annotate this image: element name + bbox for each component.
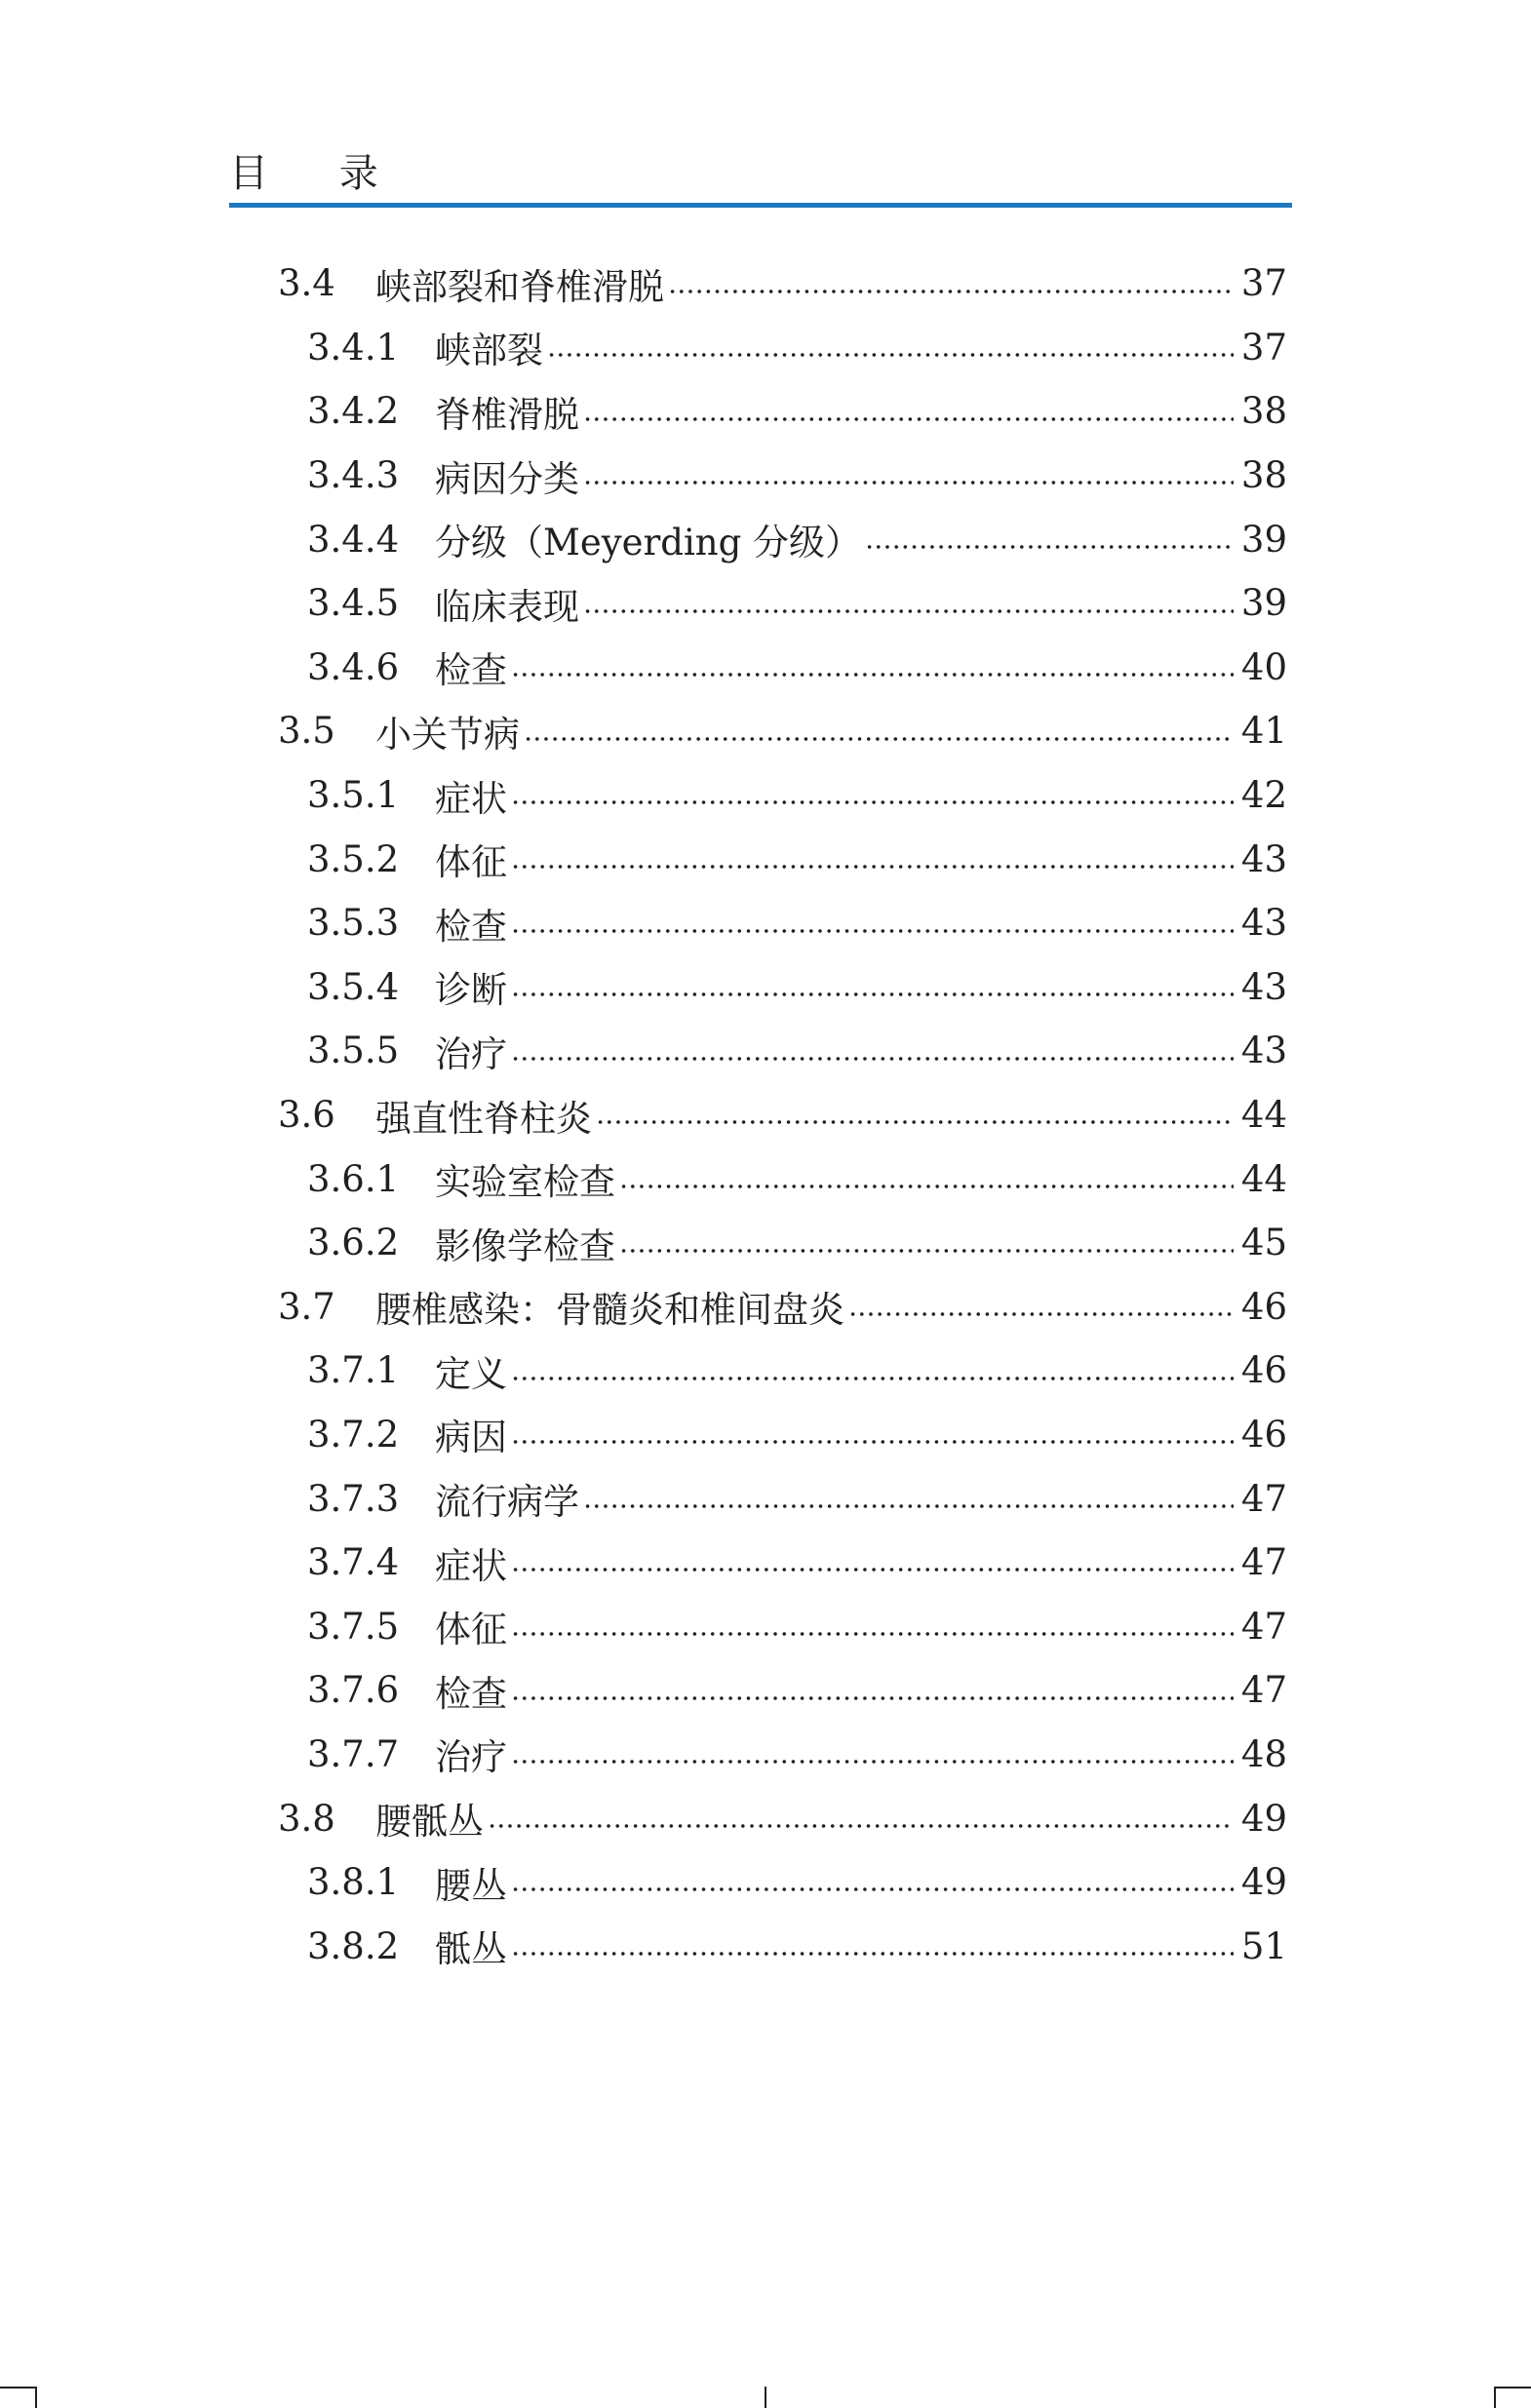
toc-entry-page: 39 [1240, 582, 1287, 625]
page-header [229, 146, 1292, 213]
dot-leader [511, 1949, 1234, 1959]
toc-entry-page: 49 [1240, 1797, 1287, 1840]
crop-mark-bottom-left-vertical [35, 2387, 37, 2408]
toc-entry[interactable] [0, 699, 1531, 763]
toc-entry[interactable] [0, 1146, 1531, 1211]
toc-entry-number: 3.8.1 [307, 1861, 400, 1904]
toc-entry-page: 43 [1240, 902, 1287, 945]
dot-leader [511, 670, 1234, 680]
toc-entry-title: 体征 [435, 841, 507, 884]
toc-entry[interactable] [0, 1275, 1531, 1340]
toc-entry-title: 腰骶丛 [375, 1801, 484, 1844]
dot-leader [596, 1117, 1234, 1127]
toc-entry[interactable] [0, 1658, 1531, 1723]
toc-entry[interactable] [0, 1594, 1531, 1658]
toc-entry-number: 3.7 [278, 1285, 335, 1328]
toc-entry-title: 症状 [435, 1544, 507, 1587]
toc-entry-title: 临床表现 [435, 585, 579, 628]
toc-entry-page: 39 [1240, 518, 1287, 561]
toc-entry-page: 46 [1240, 1285, 1287, 1328]
toc-entry-number: 3.4.6 [307, 645, 400, 688]
dot-leader [511, 990, 1234, 999]
toc-entry-title: 强直性脊柱炎 [375, 1097, 592, 1140]
toc-entry-title: 定义 [435, 1352, 507, 1395]
toc-entry-title: 检查 [435, 649, 507, 692]
toc-entry[interactable] [0, 1403, 1531, 1467]
toc-entry-number: 3.6.1 [307, 1157, 400, 1200]
toc-entry-page: 49 [1240, 1861, 1287, 1904]
toc-entry-number: 3.8 [278, 1797, 335, 1840]
toc-entry-number: 3.8.2 [307, 1924, 400, 1967]
crop-mark-bottom-right-vertical [1494, 2387, 1496, 2408]
toc-entry[interactable] [0, 955, 1531, 1020]
dot-leader [511, 1884, 1234, 1894]
dot-leader [511, 797, 1234, 807]
toc-entry-number: 3.4 [278, 262, 335, 305]
toc-entry-title: 流行病学 [435, 1481, 579, 1524]
dot-leader [583, 1501, 1234, 1511]
toc-entry-number: 3.7.4 [307, 1541, 400, 1584]
toc-entry-page: 47 [1240, 1541, 1287, 1584]
toc-entry-page: 46 [1240, 1349, 1287, 1392]
toc-entry[interactable] [0, 1914, 1531, 1978]
toc-entry[interactable] [0, 379, 1531, 444]
toc-entry-page: 43 [1240, 965, 1287, 1008]
toc-entry-title: 骶丛 [435, 1928, 507, 1971]
toc-entry[interactable] [0, 1531, 1531, 1595]
dot-leader [488, 1821, 1234, 1831]
toc-entry-page: 44 [1240, 1094, 1287, 1137]
dot-leader [524, 734, 1234, 744]
dot-leader [547, 350, 1234, 360]
dot-leader [511, 1437, 1234, 1447]
toc-entry-title: 治疗 [435, 1032, 507, 1075]
toc-entry[interactable] [0, 1083, 1531, 1147]
toc-entry-number: 3.6.2 [307, 1222, 400, 1264]
toc-entry-page: 51 [1240, 1924, 1287, 1967]
toc-entry-number: 3.7.2 [307, 1413, 400, 1456]
toc-entry-page: 44 [1240, 1157, 1287, 1200]
toc-entry-title: 治疗 [435, 1736, 507, 1779]
toc-entry-page: 43 [1240, 837, 1287, 880]
toc-entry[interactable] [0, 1723, 1531, 1787]
toc-entry-number: 3.5.2 [307, 837, 400, 880]
toc-entry-title: 病因分类 [435, 457, 579, 500]
toc-entry[interactable] [0, 1786, 1531, 1850]
toc-entry[interactable] [0, 1850, 1531, 1915]
toc-entry-page: 43 [1240, 1029, 1287, 1072]
toc-entry-title: 腰椎感染：骨髓炎和椎间盘炎 [375, 1289, 844, 1332]
dot-leader [511, 926, 1234, 936]
dot-leader [511, 862, 1234, 872]
toc-entry[interactable] [0, 1339, 1531, 1403]
toc-entry-page: 47 [1240, 1669, 1287, 1712]
toc-entry-title: 脊椎滑脱 [435, 393, 579, 436]
toc-entry-number: 3.6 [278, 1094, 335, 1137]
dot-leader [583, 478, 1234, 487]
dot-leader [619, 1182, 1234, 1191]
toc-entry-number: 3.4.5 [307, 582, 400, 625]
toc-entry[interactable] [0, 444, 1531, 508]
toc-entry[interactable] [0, 1019, 1531, 1083]
toc-entry-number: 3.7.1 [307, 1349, 400, 1392]
toc-entry-page: 47 [1240, 1605, 1287, 1648]
toc-entry-number: 3.4.2 [307, 390, 400, 433]
dot-leader [511, 1374, 1234, 1383]
toc-entry-title: 分级（Meyerding 分级） [435, 522, 862, 564]
toc-entry-number: 3.4.1 [307, 326, 400, 369]
toc-entry-page: 47 [1240, 1477, 1287, 1520]
toc-entry-number: 3.5.4 [307, 965, 400, 1008]
toc-entry-page: 45 [1240, 1222, 1287, 1264]
toc-entry-number: 3.5.5 [307, 1029, 400, 1072]
toc-entry-page: 48 [1240, 1732, 1287, 1775]
toc-entry-page: 41 [1240, 710, 1287, 753]
dot-leader [511, 1054, 1234, 1064]
toc-entry-title: 检查 [435, 905, 507, 948]
toc-entry[interactable] [0, 891, 1531, 955]
toc-entry-page: 46 [1240, 1413, 1287, 1456]
header-rule [229, 203, 1292, 208]
dot-leader [865, 542, 1234, 552]
dot-leader [511, 1629, 1234, 1639]
toc-entry-number: 3.7.6 [307, 1669, 400, 1712]
dot-leader [583, 606, 1234, 616]
toc-entry-number: 3.7.7 [307, 1732, 400, 1775]
page-title: 目 录 [229, 151, 408, 196]
toc-entry-title: 体征 [435, 1609, 507, 1651]
dot-leader [511, 1757, 1234, 1767]
toc-entry-page: 42 [1240, 774, 1287, 817]
toc-entry-number: 3.7.3 [307, 1477, 400, 1520]
toc-entry[interactable] [0, 252, 1531, 316]
toc-entry-page: 37 [1240, 262, 1287, 305]
crop-mark-bottom-left [0, 2387, 37, 2389]
toc-entry-number: 3.5 [278, 710, 335, 753]
toc-entry-title: 症状 [435, 777, 507, 820]
toc-entry-title: 影像学检查 [435, 1224, 615, 1267]
dot-leader [511, 1565, 1234, 1574]
toc-entry[interactable] [0, 507, 1531, 571]
dot-leader [848, 1309, 1234, 1319]
toc-entry-page: 40 [1240, 645, 1287, 688]
crop-mark-bottom-center [765, 2387, 766, 2408]
toc-entry[interactable] [0, 571, 1531, 636]
toc-entry-page: 38 [1240, 390, 1287, 433]
toc-entry-number: 3.5.1 [307, 774, 400, 817]
toc-entry-title: 峡部裂和脊椎滑脱 [375, 265, 664, 308]
dot-leader [619, 1246, 1234, 1256]
crop-mark-bottom-right [1494, 2387, 1531, 2389]
toc-entry[interactable] [0, 1211, 1531, 1275]
toc-entry-number: 3.7.5 [307, 1605, 400, 1648]
toc-entry[interactable] [0, 763, 1531, 828]
toc-entry-title: 检查 [435, 1672, 507, 1715]
toc-entry-title: 实验室检查 [435, 1161, 615, 1204]
toc-entry-page: 37 [1240, 326, 1287, 369]
toc-entry-title: 腰丛 [435, 1864, 507, 1907]
dot-leader [668, 287, 1234, 296]
toc-entry-title: 诊断 [435, 969, 507, 1012]
toc-entry-title: 小关节病 [375, 713, 520, 756]
toc-entry-title: 峡部裂 [435, 330, 543, 372]
toc-entry-number: 3.4.3 [307, 454, 400, 497]
toc-entry-number: 3.4.4 [307, 518, 400, 561]
dot-leader [511, 1693, 1234, 1703]
dot-leader [583, 414, 1234, 424]
toc-entry[interactable] [0, 636, 1531, 700]
toc-entry-page: 38 [1240, 454, 1287, 497]
toc-entry[interactable] [0, 827, 1531, 891]
toc-entry-title: 病因 [435, 1417, 507, 1459]
toc-entry-number: 3.5.3 [307, 902, 400, 945]
toc-entry[interactable] [0, 1466, 1531, 1531]
toc-entry[interactable] [0, 316, 1531, 380]
table-of-contents [0, 252, 1531, 1978]
